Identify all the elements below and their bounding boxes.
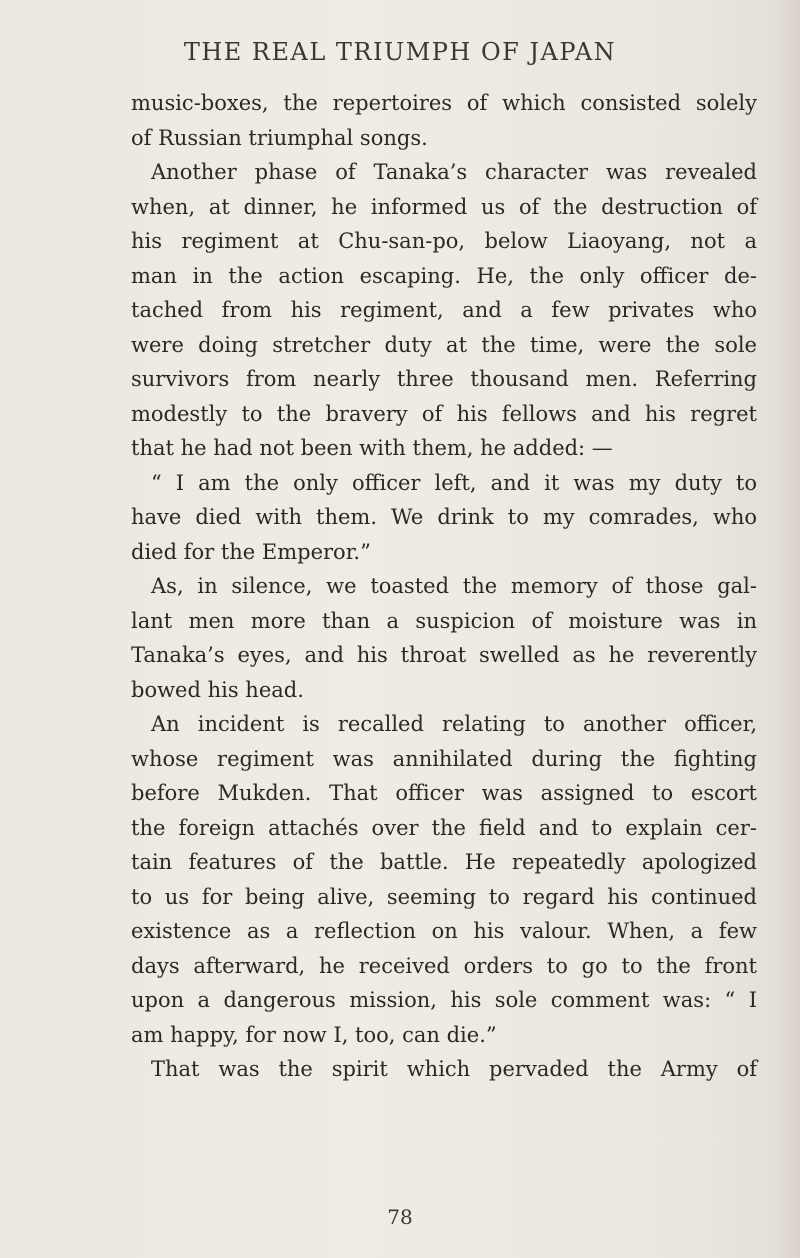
- text-line: bowed his head.: [131, 677, 304, 702]
- body-text: [131, 86, 757, 1087]
- text-line: when, at dinner, he informed us of the destruction of: [131, 194, 757, 219]
- text-line: man in the action escaping. He, the only officer de-: [131, 263, 757, 288]
- text-line: music-boxes, the repertoires of which consisted solely: [131, 91, 757, 115]
- text-line: modestly to the bravery of his fellows and his regret: [131, 401, 757, 426]
- page-number: 78: [387, 1205, 413, 1229]
- text-line: am happy, for now I, too, can die.”: [131, 1022, 497, 1047]
- text-line: his regiment at Chu-san-po, below Liaoyang, not a: [131, 229, 757, 253]
- text-line: days afterward, he received orders to go to the front: [131, 953, 757, 978]
- text-line: the foreign attachés over the field and to explain cer-: [131, 815, 757, 840]
- text-line: Another phase of Tanaka’s character was revealed: [151, 160, 757, 184]
- text-line: died for the Emperor.”: [131, 539, 371, 564]
- text-line: were doing stretcher duty at the time, were the sole: [131, 332, 757, 357]
- text-line: tached from his regiment, and a few privates who: [131, 298, 757, 322]
- text-line: to us for being alive, seeming to regard his continued: [131, 884, 757, 909]
- running-head: THE REAL TRIUMPH OF JAPAN: [183, 38, 617, 66]
- text-line: That was the spirit which pervaded the Army of: [151, 1057, 757, 1081]
- text-line: “ I am the only officer left, and it was my duty to: [151, 470, 757, 495]
- text-line: survivors from nearly three thousand men. Referring: [131, 367, 757, 391]
- text-line: that he had not been with them, he added: —: [131, 436, 613, 460]
- text-line: As, in silence, we toasted the memory of those gal-: [151, 574, 757, 598]
- text-line: Tanaka’s eyes, and his throat swelled as he reverently: [131, 643, 757, 667]
- text-line: of Russian triumphal songs.: [131, 125, 428, 150]
- text-line: whose regiment was annihilated during the fighting: [131, 746, 757, 771]
- text-line: tain features of the battle. He repeatedly apologized: [131, 850, 757, 874]
- text-line: before Mukden. That officer was assigned to escort: [131, 781, 757, 805]
- text-line: An incident is recalled relating to another officer,: [151, 712, 757, 736]
- text-line: upon a dangerous mission, his sole comment was: “ I: [131, 988, 757, 1012]
- text-line: existence as a reflection on his valour. When, a few: [131, 919, 757, 943]
- text-line: have died with them. We drink to my comrades, who: [131, 505, 757, 529]
- text-line: lant men more than a suspicion of moisture was in: [131, 608, 757, 633]
